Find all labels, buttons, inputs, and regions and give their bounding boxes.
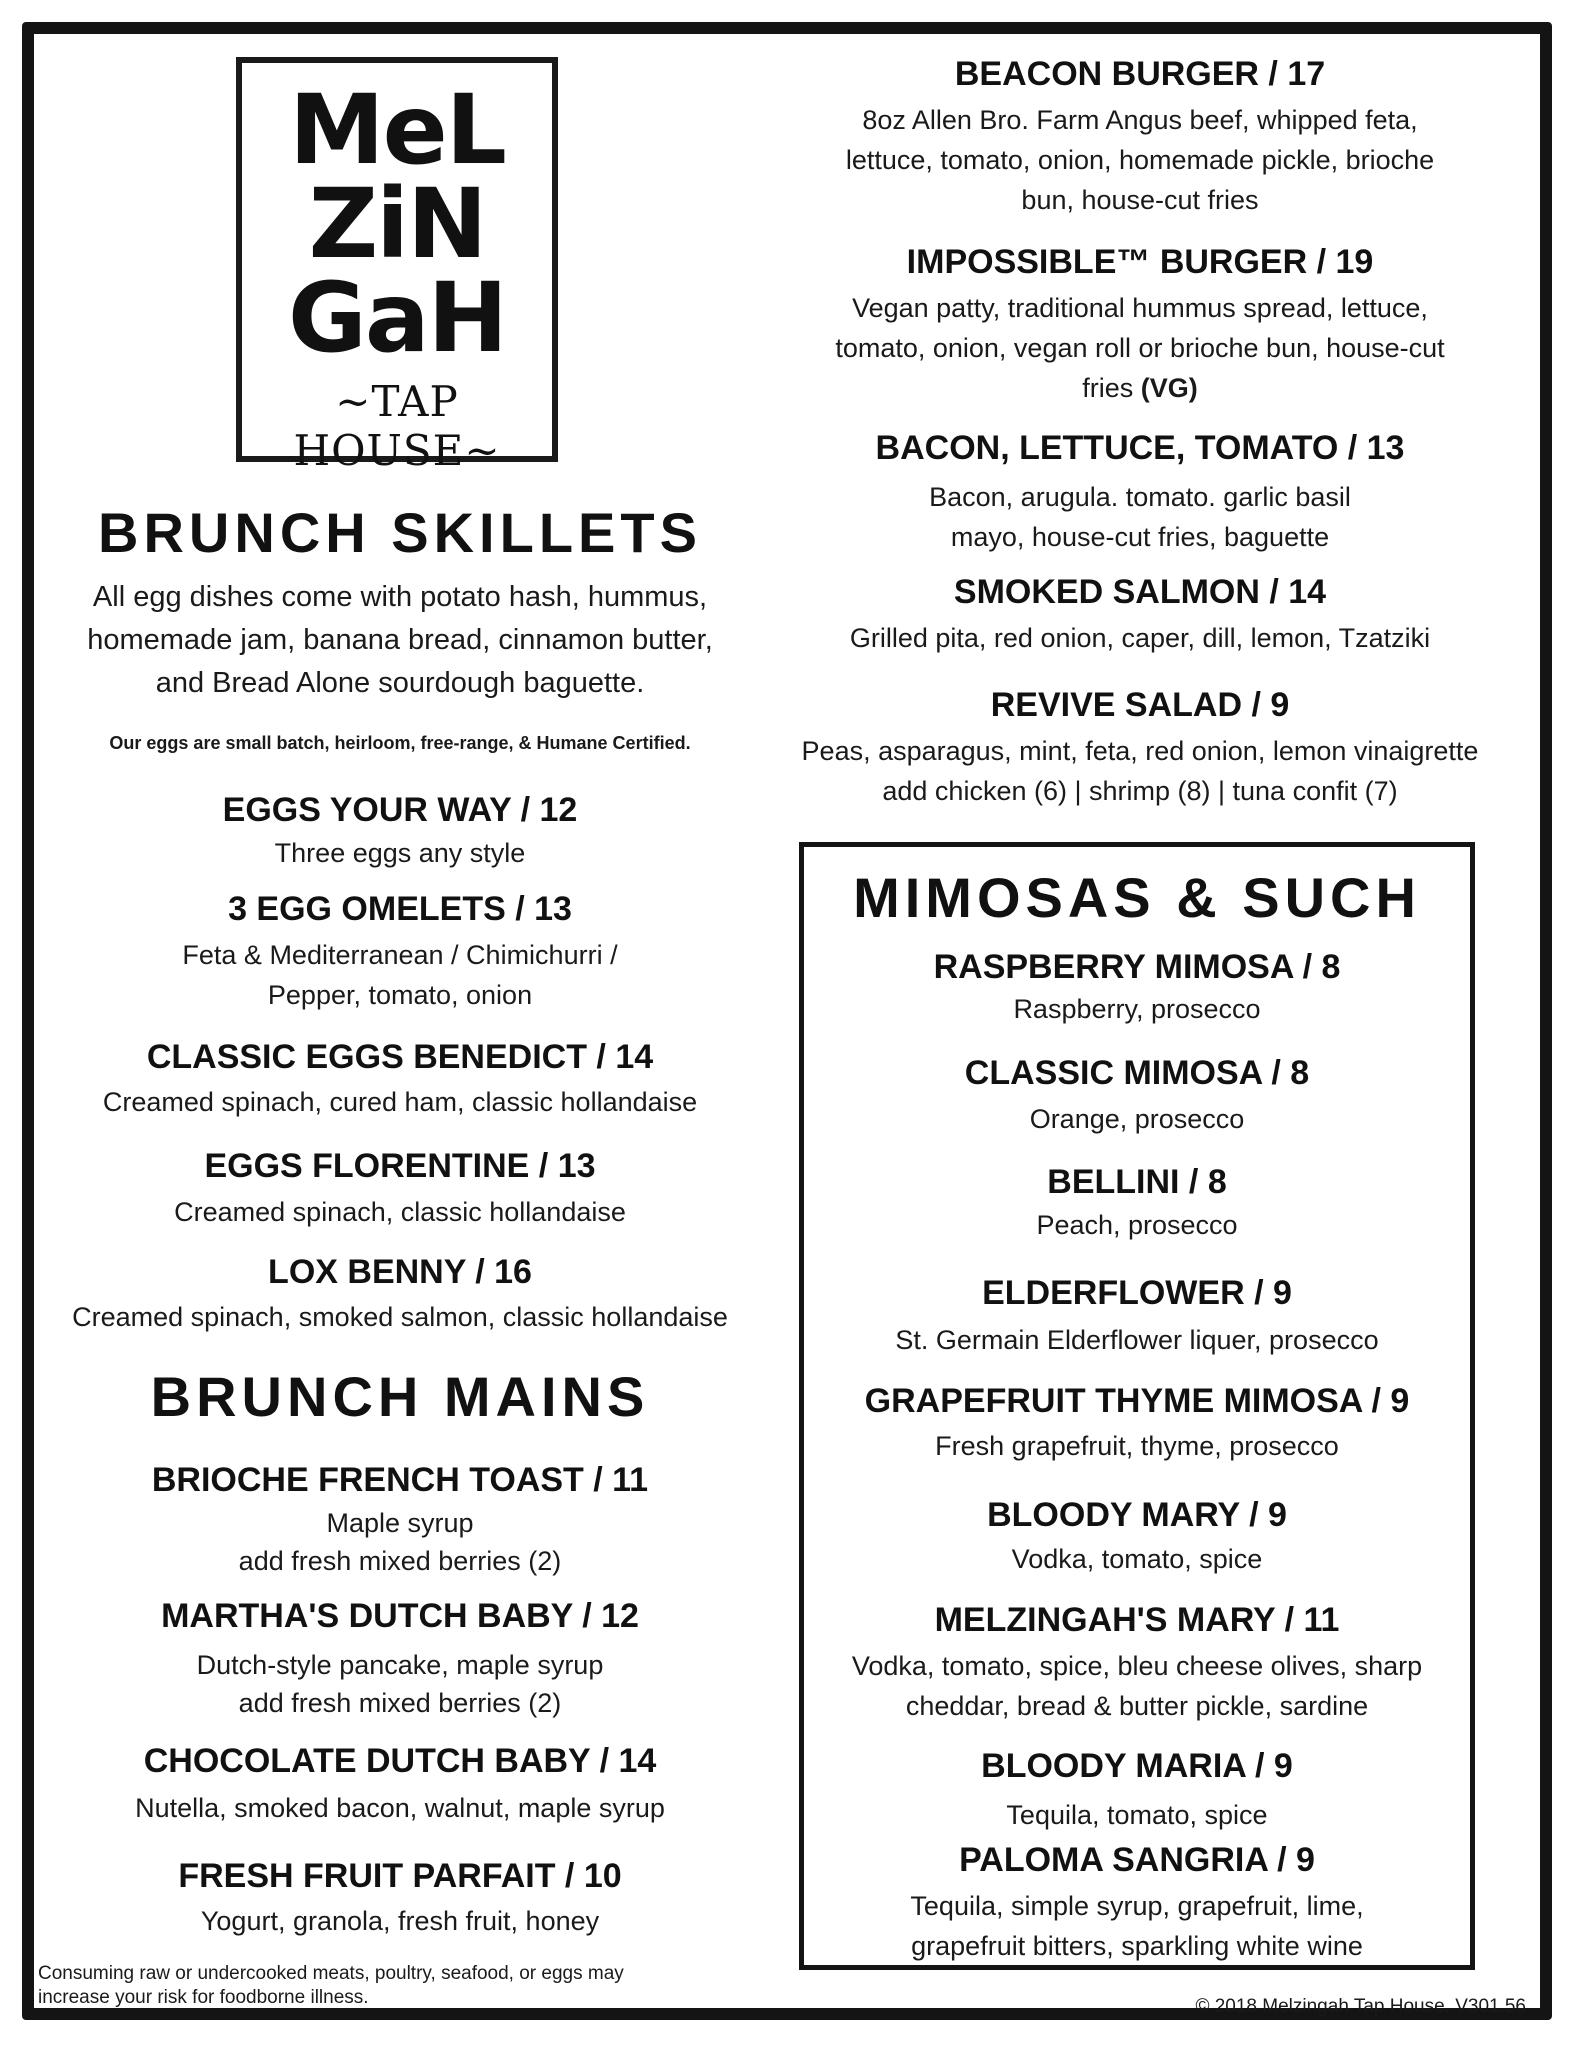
brunch-skillets-intro: All egg dishes come with potato hash, hummus, homemade jam, banana bread, cinnamon butter, and Bread Alone sourdough baguette. <box>87 581 713 699</box>
logo-line-3: GaH <box>288 262 506 374</box>
menu-item-desc: Peach, prosecco <box>1036 1210 1238 1240</box>
menu-item-desc: Vodka, tomato, spice, bleu cheese olives, sharp cheddar, bread & butter pickle, sardine <box>851 1651 1423 1721</box>
menu-item-addon: add fresh mixed berries (2) <box>238 1688 562 1718</box>
menu-item-desc: Grilled pita, red onion, caper, dill, lemon, Tzatziki <box>849 623 1431 653</box>
menu-item-name: EGGS FLORENTINE / 13 <box>204 1147 596 1185</box>
logo-subtitle: ~TAP HOUSE~ <box>293 377 501 475</box>
menu-item-desc: Vegan patty, traditional hummus spread, lettuce, tomato, onion, vegan roll or brioche bun, house-cut fries (VG) <box>835 293 1445 403</box>
eggs-note: Our eggs are small batch, heirloom, free-range, & Humane Certified. <box>109 733 691 753</box>
menu-item-name: ELDERFLOWER / 9 <box>982 1274 1292 1312</box>
menu-item-name: BRIOCHE FRENCH TOAST / 11 <box>151 1461 649 1499</box>
menu-item-name: MELZINGAH'S MARY / 11 <box>934 1601 1340 1639</box>
menu-item-name: 3 EGG OMELETS / 13 <box>228 890 572 928</box>
logo-line-1: MeL <box>289 74 505 186</box>
food-safety-disclaimer: Consuming raw or undercooked meats, poultry, seafood, or eggs may increase your risk for foodborne illness. <box>38 1963 624 2008</box>
brunch-mains-title: BRUNCH MAINS <box>150 1365 650 1428</box>
menu-item-name: SMOKED SALMON / 14 <box>953 573 1327 611</box>
right-column <box>770 0 1510 840</box>
menu-item-name: MARTHA'S DUTCH BABY / 12 <box>161 1597 639 1635</box>
menu-item-name: CLASSIC MIMOSA / 8 <box>964 1054 1310 1092</box>
menu-item-desc: Maple syrup <box>326 1508 474 1538</box>
mimosas-title: MIMOSAS & SUCH <box>853 866 1421 929</box>
menu-item-desc: Three eggs any style <box>274 838 526 868</box>
menu-item-desc: Vodka, tomato, spice <box>1011 1544 1263 1574</box>
menu-item-desc: Peas, asparagus, mint, feta, red onion, lemon vinaigrette <box>801 736 1479 766</box>
menu-item-name: CLASSIC EGGS BENEDICT / 14 <box>146 1038 654 1076</box>
menu-item-name: CHOCOLATE DUTCH BABY / 14 <box>143 1742 657 1780</box>
menu-item-desc: 8oz Allen Bro. Farm Angus beef, whipped feta, lettuce, tomato, onion, homemade pickle, brioche bun, house-cut fries <box>845 105 1435 215</box>
menu-item-desc: Creamed spinach, cured ham, classic hollandaise <box>102 1087 698 1117</box>
menu-item-desc: Nutella, smoked bacon, walnut, maple syrup <box>135 1793 665 1823</box>
flourish-icon: ~ <box>464 426 501 475</box>
mimosas-box <box>799 842 1475 1970</box>
menu-item-name: PALOMA SANGRIA / 9 <box>959 1841 1315 1879</box>
menu-item-desc: Creamed spinach, smoked salmon, classic hollandaise <box>72 1302 728 1332</box>
menu-item-desc: St. Germain Elderflower liquer, prosecco <box>895 1325 1379 1355</box>
menu-item-name: BACON, LETTUCE, TOMATO / 13 <box>875 429 1405 467</box>
menu-item-name: BLOODY MARY / 9 <box>987 1496 1287 1534</box>
menu-item-name: GRAPEFRUIT THYME MIMOSA / 9 <box>864 1382 1410 1420</box>
menu-item-desc: Raspberry, prosecco <box>1013 994 1261 1024</box>
menu-item-desc: Feta & Mediterranean / Chimichurri / Pepper, tomato, onion <box>182 940 618 1010</box>
menu-item-addon: add chicken (6) | shrimp (8) | tuna confit (7) <box>882 776 1398 806</box>
menu-item-desc: Tequila, tomato, spice <box>1006 1800 1268 1830</box>
menu-item-name: EGGS YOUR WAY / 12 <box>222 791 578 829</box>
menu-item-name: REVIVE SALAD / 9 <box>990 686 1290 724</box>
menu-item-name: LOX BENNY / 16 <box>268 1253 532 1291</box>
menu-item-name: RASPBERRY MIMOSA / 8 <box>933 948 1341 986</box>
menu-item-name: IMPOSSIBLE™ BURGER / 19 <box>906 243 1374 281</box>
logo-line-2: ZiN <box>308 168 486 280</box>
menu-item-name: BLOODY MARIA / 9 <box>981 1747 1293 1785</box>
menu-item-desc: Fresh grapefruit, thyme, prosecco <box>935 1431 1339 1461</box>
menu-item-desc: Creamed spinach, classic hollandaise <box>174 1197 626 1227</box>
copyright: © 2018 Melzingah Tap House. V301.56 <box>1195 1996 1526 2017</box>
menu-item-addon: add fresh mixed berries (2) <box>238 1546 562 1576</box>
left-column <box>40 0 760 2048</box>
menu-item-desc: Tequila, simple syrup, grapefruit, lime, grapefruit bitters, sparkling white wine <box>910 1891 1364 1961</box>
menu-item-name: BEACON BURGER / 17 <box>954 55 1326 93</box>
menu-item-name: FRESH FRUIT PARFAIT / 10 <box>178 1857 622 1895</box>
menu-item-desc: Yogurt, granola, fresh fruit, honey <box>200 1906 600 1936</box>
brunch-skillets-title: BRUNCH SKILLETS <box>98 501 702 564</box>
mimosas-column <box>804 847 1470 1965</box>
menu-item-desc: Orange, prosecco <box>1029 1104 1245 1134</box>
menu-item-desc: Dutch-style pancake, maple syrup <box>196 1650 604 1680</box>
flourish-icon: ~ <box>335 377 372 426</box>
menu-item-name: BELLINI / 8 <box>1047 1163 1227 1201</box>
menu-item-desc: Bacon, arugula. tomato. garlic basil mayo, house-cut fries, baguette <box>929 482 1351 552</box>
